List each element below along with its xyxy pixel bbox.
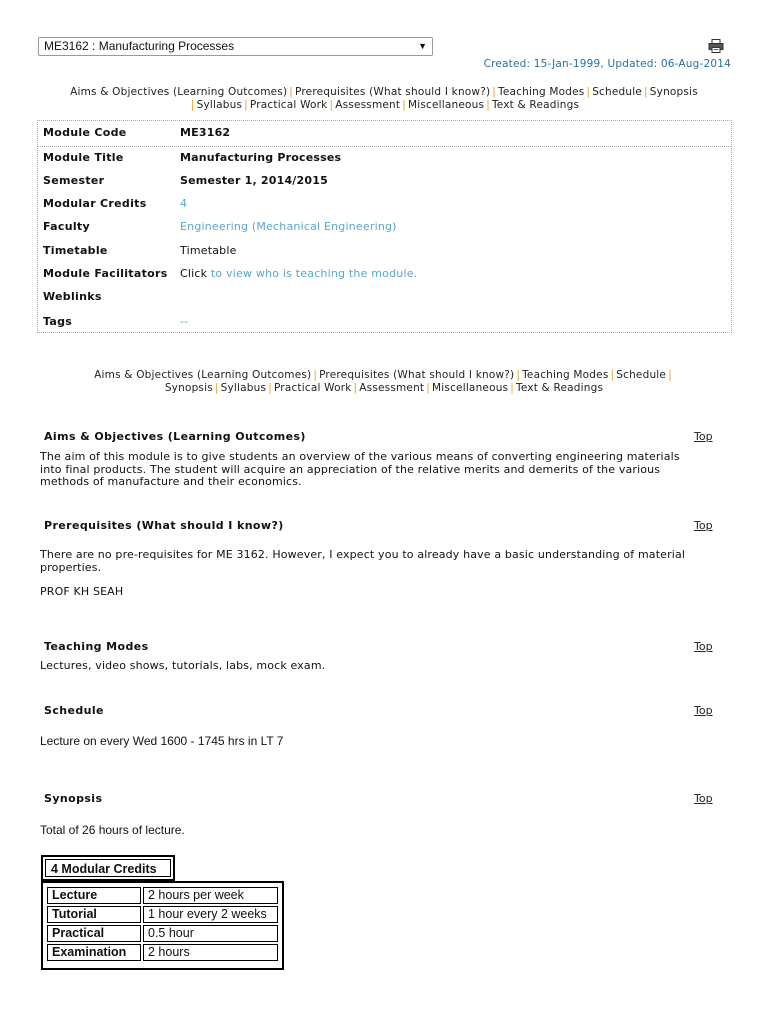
timetable-label: Timetable xyxy=(43,244,108,257)
module-code-label: Module Code xyxy=(43,126,127,139)
credits-label: Modular Credits xyxy=(43,197,147,210)
nav-teaching-link[interactable]: Teaching Modes xyxy=(522,369,609,381)
top-link[interactable]: Top xyxy=(694,704,713,717)
nav-schedule-link[interactable]: Schedule xyxy=(592,86,643,98)
top-link[interactable]: Top xyxy=(694,430,713,443)
aims-heading: Aims & Objectives (Learning Outcomes) xyxy=(44,430,306,443)
credits-table-header-text: 4 Modular Credits xyxy=(45,859,171,877)
table-row xyxy=(47,925,278,942)
nav-syllabus-link[interactable]: Syllabus xyxy=(196,99,243,111)
table-cell-value: 1 hour every 2 weeks xyxy=(143,906,278,923)
tags-link[interactable]: -- xyxy=(180,315,189,328)
nav-assessment-link[interactable]: Assessment xyxy=(335,99,401,111)
timetable-value: Timetable xyxy=(180,244,237,257)
credits-breakdown-table xyxy=(41,881,284,970)
nav-syllabus-link[interactable]: Syllabus xyxy=(220,382,267,394)
module-title-value: Manufacturing Processes xyxy=(180,151,342,164)
facilitators-prefix: Click xyxy=(180,267,211,280)
module-title-label: Module Title xyxy=(43,151,124,164)
table-cell-key: Lecture xyxy=(47,887,141,904)
nav-misc-link[interactable]: Miscellaneous xyxy=(407,99,485,111)
section-nav-line: Aims & Objectives (Learning Outcomes) | Prerequisites (What should I know?) | Teaching Modes | Schedule | Synopsis xyxy=(70,86,698,98)
prereq-heading: Prerequisites (What should I know?) xyxy=(44,519,284,532)
nav-schedule-link[interactable]: Schedule xyxy=(616,369,667,381)
section-nav-top xyxy=(30,86,738,112)
nav-assessment-link[interactable]: Assessment xyxy=(359,382,425,394)
aims-line: The aim of this module is to give students an overview of the various means of converting engineering materials xyxy=(40,450,680,463)
prereq-signature: PROF KH SEAH xyxy=(40,585,124,598)
synopsis-heading: Synopsis xyxy=(44,792,103,805)
table-row xyxy=(47,906,278,923)
nav-aims-link[interactable]: Aims & Objectives (Learning Outcomes) xyxy=(70,86,288,98)
aims-paragraph xyxy=(40,451,730,489)
prereq-line: There are no pre-requisites for ME 3162. However, I expect you to already have a basic understanding of material xyxy=(40,548,686,561)
facilitators-link[interactable]: to view who is teaching the module. xyxy=(210,267,418,280)
printer-icon[interactable] xyxy=(708,38,724,52)
nav-misc-link[interactable]: Miscellaneous xyxy=(432,382,509,394)
top-link[interactable]: Top xyxy=(694,792,713,805)
semester-value: Semester 1, 2014/2015 xyxy=(180,174,328,187)
module-code-value: ME3162 xyxy=(180,126,231,139)
module-select-value: ME3162 : Manufacturing Processes xyxy=(44,39,235,53)
tags-label: Tags xyxy=(43,315,73,328)
table-row xyxy=(47,944,278,961)
module-select[interactable] xyxy=(38,37,433,56)
nav-practical-link[interactable]: Practical Work xyxy=(249,99,328,111)
aims-line: methods of manufacture and their economics. xyxy=(40,475,302,488)
nav-synopsis-link[interactable]: Synopsis xyxy=(164,382,213,394)
prereq-paragraph xyxy=(40,549,730,574)
credits-link[interactable]: 4 xyxy=(180,197,188,210)
faculty-link[interactable]: Engineering (Mechanical Engineering) xyxy=(180,220,397,233)
top-link[interactable]: Top xyxy=(694,640,713,653)
nav-prereq-link[interactable]: Prerequisites (What should I know?) xyxy=(319,369,515,381)
section-nav-line: Aims & Objectives (Learning Outcomes) | Prerequisites (What should I know?) | Teaching Modes | Schedule | xyxy=(94,369,672,381)
section-nav-line: | Syllabus | Practical Work | Assessment | Miscellaneous | Text & Readings xyxy=(190,99,580,111)
top-link[interactable]: Top xyxy=(694,519,713,532)
schedule-text: Lecture on every Wed 1600 - 1745 hrs in LT 7 xyxy=(40,734,284,748)
table-cell-key: Practical xyxy=(47,925,141,942)
synopsis-text: Total of 26 hours of lecture. xyxy=(40,823,185,837)
table-cell-key: Tutorial xyxy=(47,906,141,923)
chevron-down-icon: ▼ xyxy=(418,41,427,51)
table-row xyxy=(47,887,278,904)
schedule-heading: Schedule xyxy=(44,704,104,717)
module-info-table xyxy=(37,120,732,333)
nav-teaching-link[interactable]: Teaching Modes xyxy=(498,86,585,98)
nav-readings-link[interactable]: Text & Readings xyxy=(491,99,580,111)
facilitators-label: Module Facilitators xyxy=(43,267,168,280)
table-cell-value: 2 hours xyxy=(143,944,278,961)
nav-synopsis-link[interactable]: Synopsis xyxy=(649,86,698,98)
nav-prereq-link[interactable]: Prerequisites (What should I know?) xyxy=(295,86,491,98)
table-cell-value: 2 hours per week xyxy=(143,887,278,904)
faculty-label: Faculty xyxy=(43,220,90,233)
aims-line: into final products. The student will acquire an appreciation of the relative merits and demerits of the various xyxy=(40,462,661,476)
semester-label: Semester xyxy=(43,174,105,187)
prereq-line: properties. xyxy=(40,560,102,574)
table-cell-key: Examination xyxy=(47,944,141,961)
teaching-text: Lectures, video shows, tutorials, labs, mock exam. xyxy=(40,659,326,672)
section-nav-line: Synopsis | Syllabus | Practical Work | Assessment | Miscellaneous | Text & Readings xyxy=(164,382,604,394)
nav-practical-link[interactable]: Practical Work xyxy=(273,382,352,394)
facilitators-value xyxy=(180,267,417,280)
created-updated-text: Created: 15-Jan-1999, Updated: 06-Aug-2014 xyxy=(483,58,731,70)
nav-readings-link[interactable]: Text & Readings xyxy=(515,382,604,394)
weblinks-label: Weblinks xyxy=(43,290,102,303)
table-cell-value: 0.5 hour xyxy=(143,925,278,942)
teaching-heading: Teaching Modes xyxy=(44,640,149,653)
credits-table-header xyxy=(41,855,175,881)
section-nav-mid xyxy=(30,369,738,395)
nav-aims-link[interactable]: Aims & Objectives (Learning Outcomes) xyxy=(94,369,312,381)
